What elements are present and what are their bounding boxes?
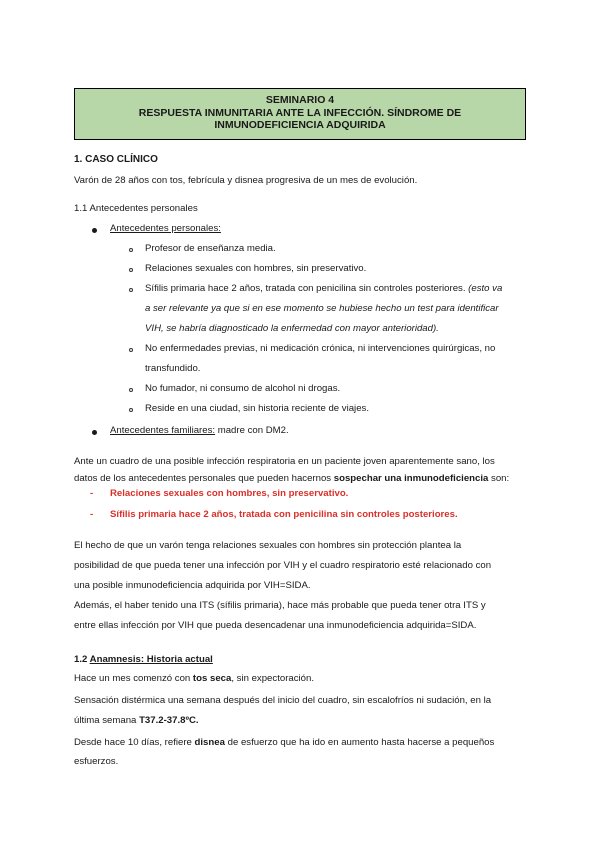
para1-text: datos de los antecedentes personales que pueden hacernos: [74, 473, 334, 484]
antecedentes-familiares: [110, 425, 289, 436]
bullet-icon: [92, 430, 97, 435]
circle-bullet-icon: [129, 248, 133, 252]
title-box: [74, 88, 526, 140]
list-item: Profesor de enseñanza media.: [145, 243, 276, 254]
section-1-heading: 1. CASO CLÍNICO: [74, 154, 158, 165]
list-item: No enfermedades previas, ni medicación crónica, ni intervenciones quirúrgicas, no: [145, 343, 496, 354]
circle-bullet-icon: [129, 348, 133, 352]
circle-bullet-icon: [129, 388, 133, 392]
anamnesis-text: Hace un mes comenzó con: [74, 673, 193, 684]
para1-text-end: son:: [488, 473, 510, 484]
anamnesis-line5: esfuerzos.: [74, 756, 119, 767]
bullet-icon: [92, 228, 97, 233]
list-item-note: (esto va: [468, 283, 503, 294]
para1-line2: [74, 473, 509, 484]
temperature-value: T37.2-37.8ºC.: [139, 715, 199, 726]
section-1-2-number: 1.2: [74, 654, 90, 665]
anamnesis-text-end: , sin expectoración.: [231, 673, 314, 684]
section-1-2-title: Anamnesis: Historia actual: [89, 654, 213, 665]
anamnesis-text: última semana: [74, 715, 140, 726]
list-item: Relaciones sexuales con hombres, sin preservativo.: [145, 263, 367, 274]
circle-bullet-icon: [129, 268, 133, 272]
para2-line4: Además, el haber tenido una ITS (sífilis primaria), hace más probable que pueda tener otra ITS y: [74, 600, 486, 611]
antecedentes-personales-label: Antecedentes personales:: [110, 223, 221, 234]
para2-line1: El hecho de que un varón tenga relaciones sexuales con hombres sin protección plantea la: [74, 540, 462, 551]
red-item: Relaciones sexuales con hombres, sin preservativo.: [110, 488, 349, 499]
anamnesis-text-end: de esfuerzo que ha ido en aumento hasta hacerse a pequeños: [224, 737, 495, 748]
red-item: Sífilis primaria hace 2 años, tratada con penicilina sin controles posteriores.: [110, 509, 458, 520]
title-line-2: RESPUESTA INMUNITARIA ANTE LA INFECCIÓN. SÍNDROME DE: [138, 106, 462, 119]
list-item: No fumador, ni consumo de alcohol ni drogas.: [145, 383, 341, 394]
circle-bullet-icon: [129, 408, 133, 412]
anamnesis-line3: [74, 715, 199, 726]
anamnesis-line1: [74, 673, 314, 684]
list-item-text: Sífilis primaria hace 2 años, tratada con penicilina sin controles posteriores.: [145, 283, 466, 294]
list-item: Reside en una ciudad, sin historia reciente de viajes.: [145, 403, 369, 414]
section-1-1-heading: 1.1 Antecedentes personales: [74, 203, 198, 214]
section-1-2-heading: [74, 654, 213, 665]
anamnesis-line2: Sensación distérmica una semana después del inicio del cuadro, sin escalofríos ni sudación, en la: [74, 695, 492, 706]
list-item: [145, 283, 502, 294]
title-line-1: SEMINARIO 4: [265, 94, 335, 106]
list-item-note-cont: VIH, se habría diagnosticado la enfermedad con mayor anterioridad).: [145, 323, 439, 334]
para1-bold: sospechar una inmunodeficiencia: [333, 473, 489, 484]
circle-bullet-icon: [129, 288, 133, 292]
list-item-cont: transfundido.: [145, 363, 201, 374]
antecedentes-familiares-value: madre con DM2.: [215, 425, 289, 436]
case-intro: Varón de 28 años con tos, febrícula y disnea progresiva de un mes de evolución.: [74, 175, 418, 186]
antecedentes-familiares-label: Antecedentes familiares:: [110, 425, 216, 436]
title-line-3: INMUNODEFICIENCIA ADQUIRIDA: [214, 119, 386, 131]
anamnesis-line4: [74, 737, 494, 748]
anamnesis-text: Desde hace 10 días, refiere: [74, 737, 195, 748]
para2-line5: entre ellas infección por VIH que pueda desencadenar una inmunodeficiencia adquirida=SIDA.: [74, 620, 477, 631]
dash-marker: -: [90, 509, 94, 520]
para2-line2: posibilidad de que pueda tener una infección por VIH y el cuadro respiratorio esté relacionado con: [74, 560, 492, 571]
para2-line3: una posible inmunodeficiencia adquirida por VIH=SIDA.: [74, 580, 311, 591]
anamnesis-bold: disnea: [194, 737, 225, 748]
para1-line1: Ante un cuadro de una posible infección respiratoria en un paciente joven aparentemente sano, los: [74, 456, 495, 467]
anamnesis-bold: tos seca: [192, 673, 232, 684]
dash-marker: -: [90, 488, 94, 499]
list-item-note-cont: a ser relevante ya que si en ese momento se hubiese hecho un test para identificar: [145, 303, 499, 314]
